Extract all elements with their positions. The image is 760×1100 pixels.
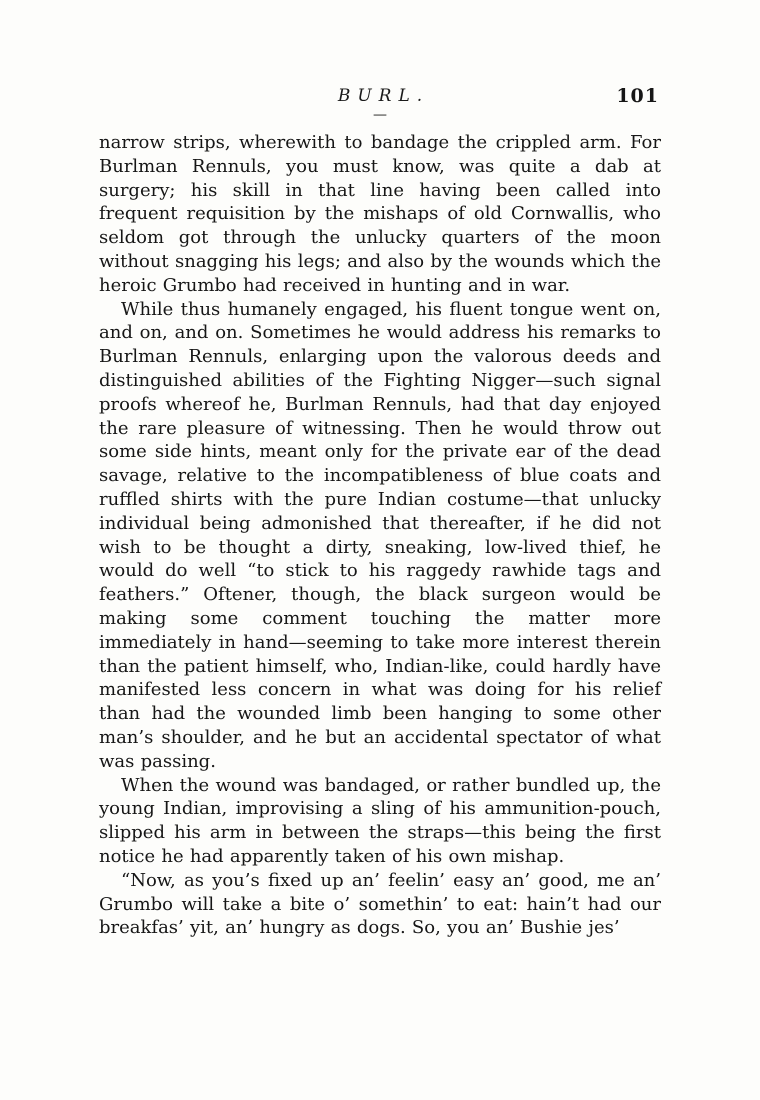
page-number: 101 xyxy=(616,85,659,107)
running-head-title: BURL. xyxy=(337,86,430,106)
paragraph-4: “Now, as you’s fixed up an’ feelin’ easy an’ good, me an’ Grumbo will take a bite o’ somethin’ to eat: hain’t had our breakfas’ yit, an’ hungry as dogs. So, you an’ Bushie jes’ xyxy=(99,869,661,939)
paragraph-2: While thus humanely engaged, his fluent tongue went on, and on, and on. Sometimes he would address his remarks to Burlman Rennuls, enlarging upon the valorous deeds and distinguished abilities of the Fighting Nigger—such signal proofs whereof he, Burlman Rennuls, had that day enjoyed the rare pleasure of witnessing. Then he would throw out some side hints, meant only for the private ear of the dead savage, relative to the incompatibleness of blue coats and ruffled shirts with the pure Indian costume—that unlucky individual being admonished that thereafter, if he did not wish to be thought a dirty, sneaking, low-lived thief, he would do well “to stick to his raggedy rawhide tags and feathers.” Oftener, though, the black surgeon would be making some comment touching the matter more immediately in hand—seeming to take more interest therein than the patient himself, who, Indian-like, could hardly have manifested less concern in what was doing for his relief than had the wounded limb been hanging to some other man’s shoulder, and he but an accidental spectator of what was passing. xyxy=(99,298,661,772)
text-column xyxy=(99,86,661,940)
page-body xyxy=(99,131,661,940)
paragraph-3: When the wound was bandaged, or rather bundled up, the young Indian, improvising a sling of his ammunition-pouch, slipped his arm in between the straps—this being the first notice he had apparently taken of his own mishap. xyxy=(99,774,661,867)
paragraph-1: narrow strips, wherewith to bandage the crippled arm. For Burlman Rennuls, you must know, was quite a dab at surgery; his skill in that line having been called into frequent requisition by the mishaps of old Cornwallis, who seldom got through the unlucky quarters of the moon without snagging his legs; and also by the wounds which the heroic Grumbo had received in hunting and in war. xyxy=(99,132,661,296)
header-ornament-dash: — xyxy=(373,107,387,123)
running-header xyxy=(99,86,661,112)
